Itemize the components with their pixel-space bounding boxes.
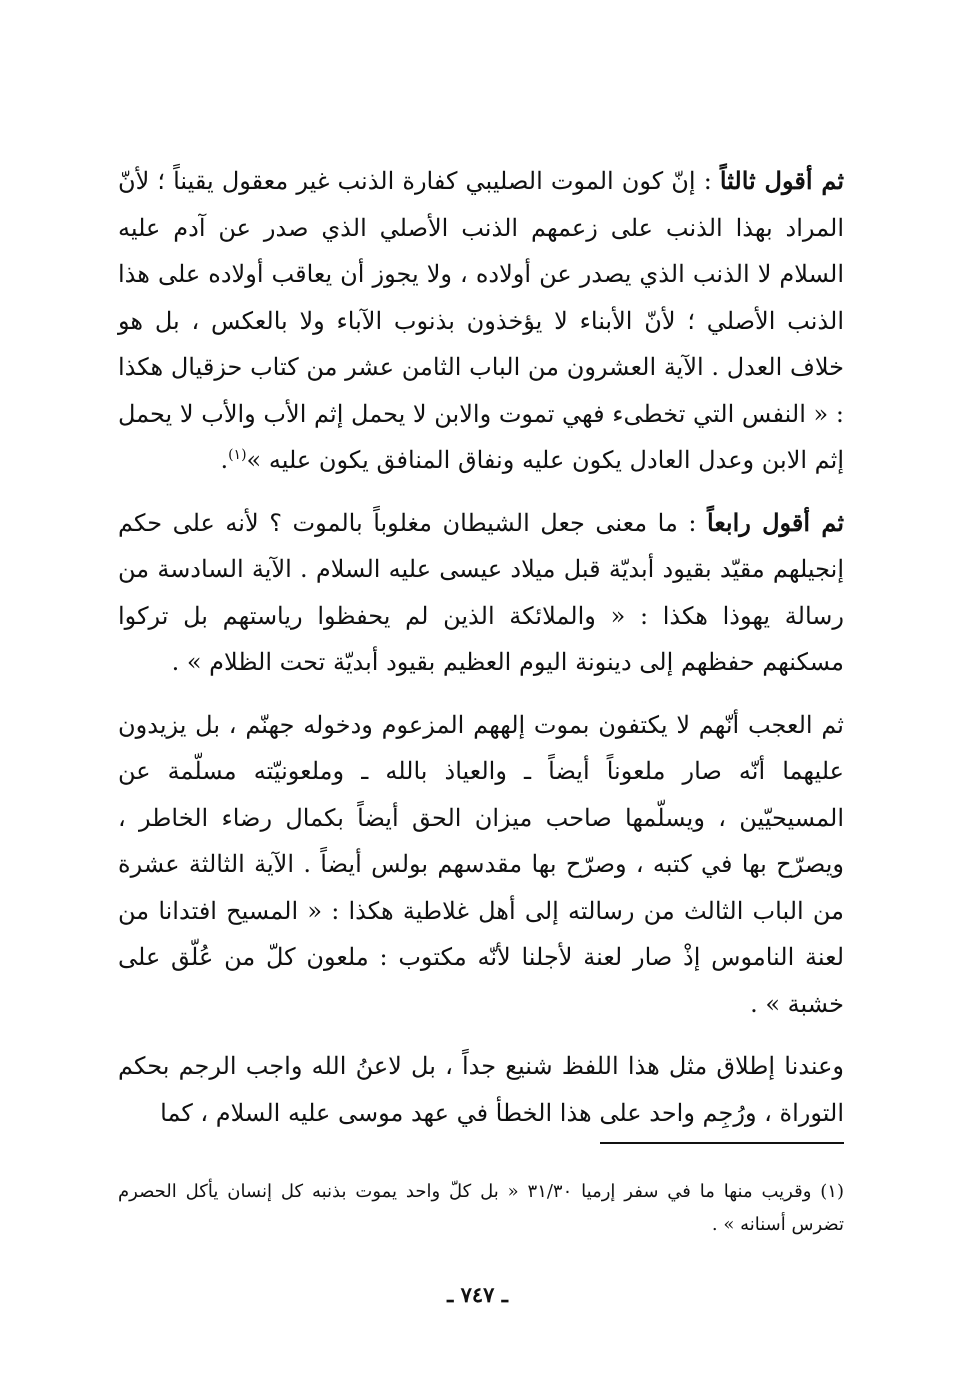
footnote-marker: (١) <box>228 447 247 463</box>
paragraph-4-text: وعندنا إطلاق مثل هذا اللفظ شنيع جداً ، بل لاعنُ الله واجب الرجم بحكم التوراة ، ورُجِم واحد على هذا الخطأ في عهد موسى عليه السلام ، كما <box>118 1052 844 1127</box>
main-text <box>118 158 844 1152</box>
paragraph-2-lead: ثم أقول رابعاً <box>707 507 844 537</box>
page-number: ـ ٧٤٧ ـ <box>447 1282 508 1307</box>
paragraph-1-text: : إنّ كون الموت الصليبي كفارة الذنب غير معقول يقيناً ؛ لأنّ المراد بهذا الذنب على زعمهم الذنب الأصلي الذي صدر عن آدم عليه السلام لا الذنب الذي يصدر عن أولاده ، ولا يجوز أن يعاقب أولاده على هذا الذنب الأصلي ؛ لأنّ الأبناء لا يؤخذون بذنوب الآباء ولا بالعكس ، بل هو خلاف العدل . الآية العشرون من الباب الثامن عشر من كتاب حزقيال هكذا : « النفس التي تخطىء فهي تموت والابن لا يحمل إثم الأب والأب لا يحمل إثم الابن وعدل العادل يكون عليه ونفاق المنافق يكون عليه » <box>118 167 844 474</box>
paragraph-3-text: ثم العجب أنّهم لا يكتفون بموت إلههم المزعوم ودخوله جهنّم ، بل يزيدون عليهما أنّه صار ملعوناً أيضاً ـ والعياذ بالله ـ وملعونيّته مسلّمة عن المسيحيّين ، ويسلّمها صاحب ميزان الحق أيضاً بكمال رضاء الخاطر ، ويصرّح بها في كتبه ، وصرّح بها مقدسهم بولس أيضاً . الآية الثالثة عشرة من الباب الثالث من رسالته إلى أهل غلاطية هكذا : « المسيح افتدانا من لعنة الناموس إذْ صار لعنة لأجلنا لأنّه مكتوب : ملعون كلّ من عُلّق على خشبة » . <box>118 710 845 1018</box>
paragraph-1 <box>118 158 844 484</box>
paragraph-1-tail: . <box>220 446 229 474</box>
paragraph-3 <box>118 702 844 1028</box>
footnote: (١) وقريب منها ما في سفر إرميا ٣١/٣٠ « بل كلّ واحد يموت بذنبه كل إنسان يأكل الحصرم تضرس أسنانه » . <box>118 1181 844 1235</box>
paragraph-4 <box>118 1043 844 1136</box>
footnote-divider <box>600 1142 844 1144</box>
paragraph-1-lead: ثم أقول ثالثاً <box>719 166 844 195</box>
paragraph-2 <box>118 500 844 686</box>
paragraph-2-text: : ما معنى جعل الشيطان مغلوباً بالموت ؟ لأنه على حكم إنجيلهم مقيّد بقيود أبديّة قبل ميلاد عيسى عليه السلام . الآية السادسة من رسالة يهوذا هكذا : « والملائكة الذين لم يحفظوا رياستهم بل تركوا مسكنهم حفظهم إلى دينونة اليوم العظيم بقيود أبديّة تحت الظلام » . <box>118 508 844 676</box>
